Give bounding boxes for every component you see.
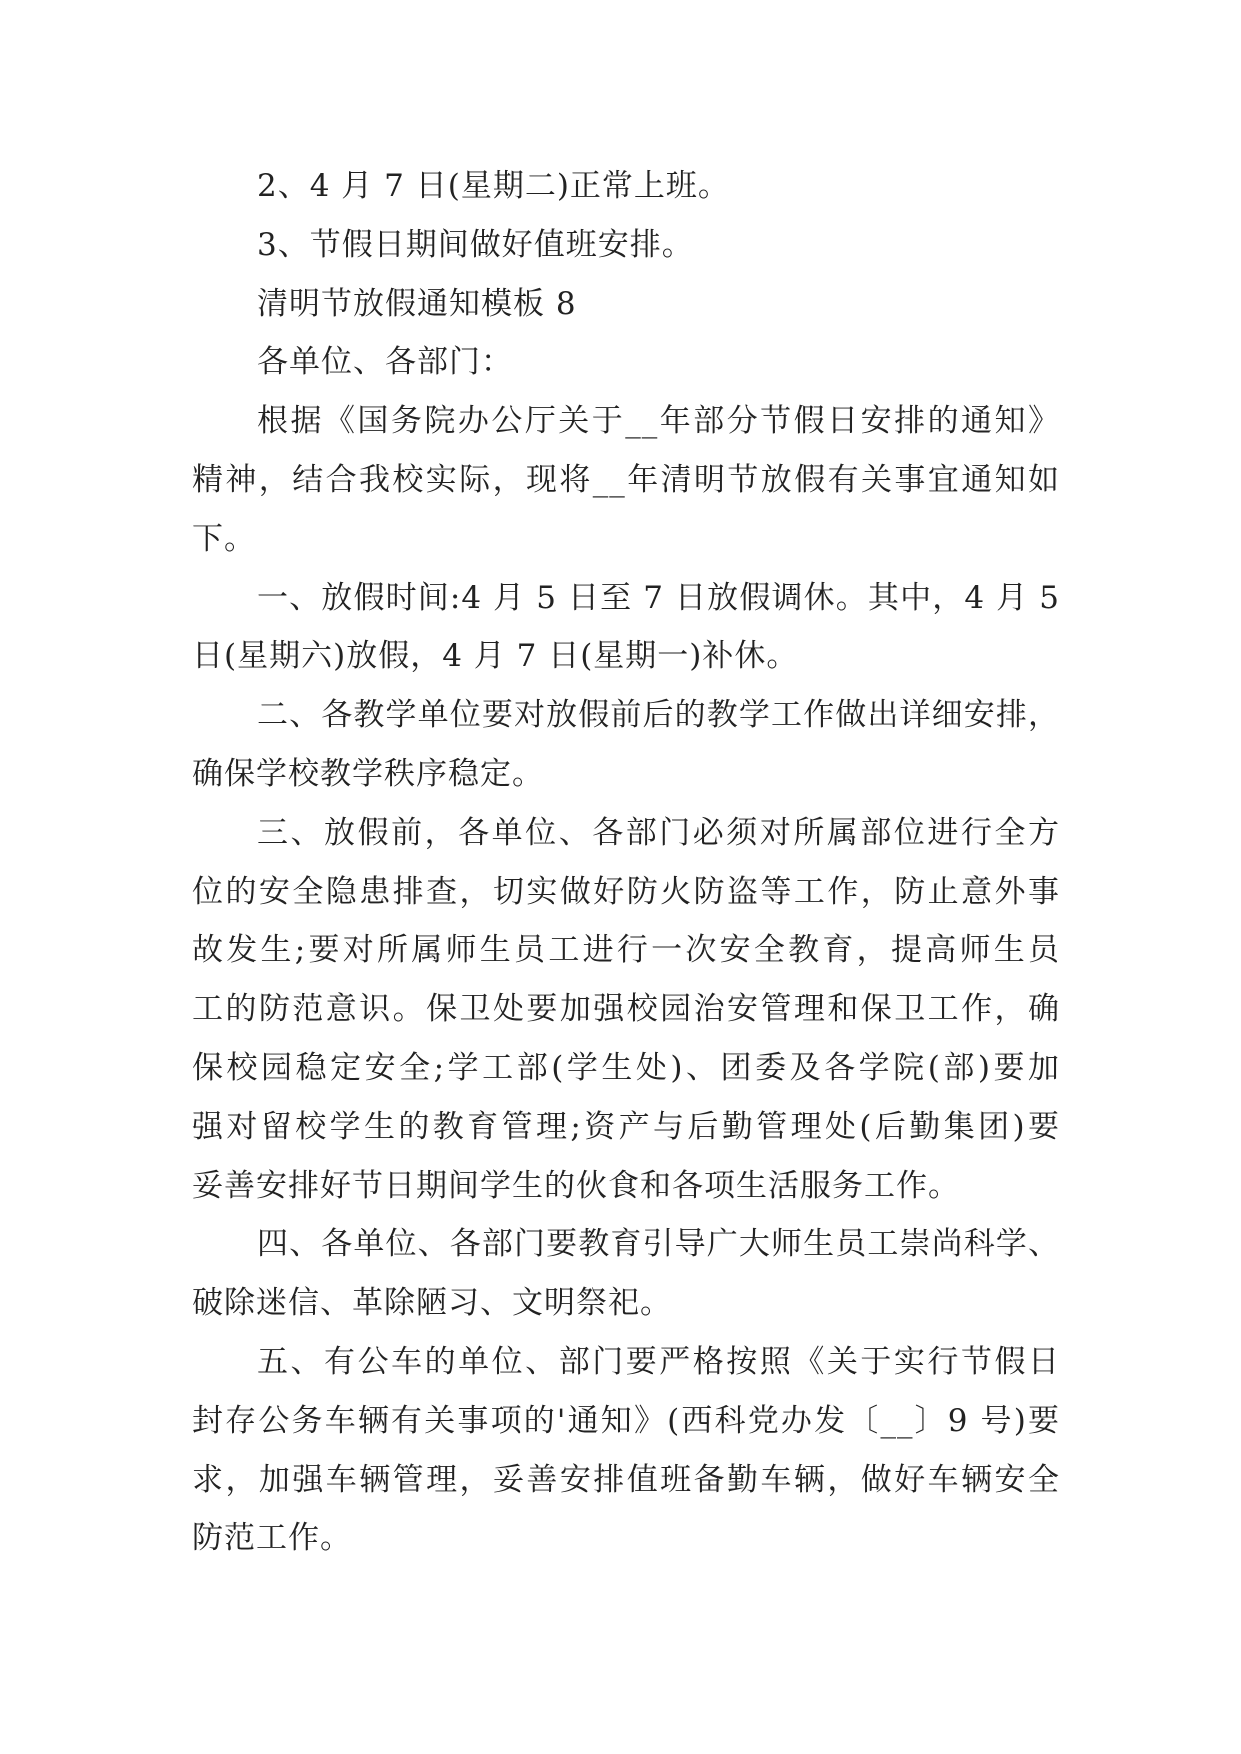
paragraph-line: 3、节假日期间做好值班安排。 bbox=[257, 226, 694, 263]
paragraph-section-4 bbox=[192, 1215, 1060, 1333]
paragraph-line: 位的安全隐患排查，切实做好防火防盗等工作，防止意外事 bbox=[192, 873, 1060, 910]
paragraph-line: 根据《国务院办公厅关于__年部分节假日安排的通知》 bbox=[257, 403, 1060, 440]
section-title bbox=[192, 275, 1060, 334]
paragraph-section-2 bbox=[192, 686, 1060, 804]
paragraph-section-3 bbox=[192, 804, 1060, 1216]
paragraph-line: 二、各教学单位要对放假前后的教学工作做出详细安排， bbox=[257, 697, 1060, 734]
paragraph-intro bbox=[192, 392, 1060, 568]
paragraph-line: 工的防范意识。保卫处要加强校园治安管理和保卫工作，确 bbox=[192, 991, 1060, 1028]
paragraph-line: 确保学校教学秩序稳定。 bbox=[192, 755, 544, 792]
paragraph-line: 封存公务车辆有关事项的'通知》(西科党办发〔__〕9 号)要 bbox=[192, 1402, 1060, 1439]
paragraph-line: 求，加强车辆管理，妥善安排值班备勤车辆，做好车辆安全 bbox=[192, 1461, 1060, 1498]
paragraph-item-3 bbox=[192, 216, 1060, 275]
paragraph-line: 一、放假时间:4 月 5 日至 7 日放假调休。其中，4 月 5 bbox=[257, 579, 1060, 616]
salutation-text: 各单位、各部门： bbox=[257, 344, 513, 381]
paragraph-line: 强对留校学生的教育管理;资产与后勤管理处(后勤集团)要 bbox=[192, 1108, 1060, 1145]
paragraph-section-5 bbox=[192, 1333, 1060, 1568]
paragraph-line: 故发生;要对所属师生员工进行一次安全教育，提高师生员 bbox=[192, 932, 1060, 969]
paragraph-line: 日(星期六)放假，4 月 7 日(星期一)补休。 bbox=[192, 638, 799, 675]
paragraph-line: 2、4 月 7 日(星期二)正常上班。 bbox=[257, 168, 730, 204]
paragraph-line: 防范工作。 bbox=[192, 1520, 352, 1557]
paragraph-section-1 bbox=[192, 569, 1060, 687]
paragraph-line: 破除迷信、革除陋习、文明祭祀。 bbox=[192, 1285, 672, 1322]
paragraph-line: 妥善安排好节日期间学生的伙食和各项生活服务工作。 bbox=[192, 1167, 960, 1204]
document-body bbox=[192, 157, 1060, 1568]
paragraph-line: 下。 bbox=[192, 520, 256, 557]
paragraph-line: 三、放假前，各单位、各部门必须对所属部位进行全方 bbox=[257, 814, 1060, 851]
paragraph-line: 四、各单位、各部门要教育引导广大师生员工崇尚科学、 bbox=[257, 1226, 1060, 1263]
paragraph-line: 保校园稳定安全;学工部(学生处)、团委及各学院(部)要加 bbox=[192, 1049, 1060, 1086]
paragraph-item-2 bbox=[192, 157, 1060, 216]
paragraph-line: 精神，结合我校实际，现将__年清明节放假有关事宜通知如 bbox=[192, 461, 1060, 498]
salutation bbox=[192, 333, 1060, 392]
section-title-text: 清明节放假通知模板 8 bbox=[257, 285, 577, 322]
paragraph-line: 五、有公车的单位、部门要严格按照《关于实行节假日 bbox=[257, 1343, 1060, 1380]
